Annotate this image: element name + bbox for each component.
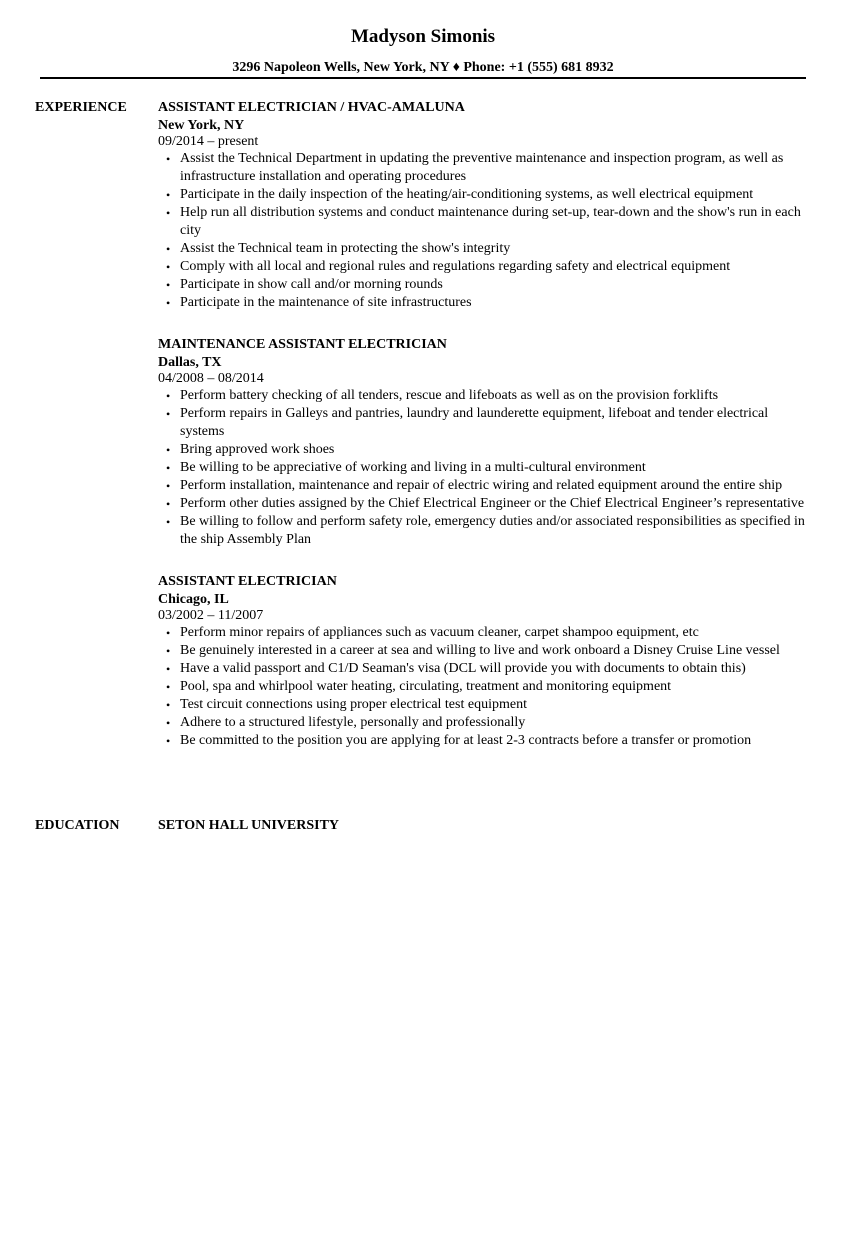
experience-section-label: EXPERIENCE <box>35 100 127 115</box>
job-entry <box>158 572 813 750</box>
job-location: Dallas, TX <box>158 355 222 370</box>
candidate-name: Madyson Simonis <box>350 26 496 47</box>
job-title: ASSISTANT ELECTRICIAN <box>158 574 337 589</box>
job-bullet: • Be willing to be appreciative of working and living in a multi-cultural environment <box>158 459 813 477</box>
job-bullet: • Participate in the daily inspection of the heating/air-conditioning systems, as well electrical equipment <box>158 186 813 204</box>
job-bullet: • Comply with all local and regional rules and regulations regarding safety and electrical equipment <box>158 258 813 276</box>
job-bullet: • Be genuinely interested in a career at sea and willing to live and work onboard a Disney Cruise Line vessel <box>158 642 813 660</box>
job-location: New York, NY <box>158 118 245 133</box>
header-divider <box>40 77 806 79</box>
education-school: SETON HALL UNIVERSITY <box>158 818 340 833</box>
job-bullet: • Perform repairs in Galleys and pantries, laundry and launderette equipment, lifeboat and tender electrical systems <box>158 405 813 441</box>
job-bullet: • Be committed to the position you are applying for at least 2-3 contracts before a transfer or promotion <box>158 732 813 750</box>
job-bullet-list <box>158 150 813 312</box>
job-bullet: • Test circuit connections using proper electrical test equipment <box>158 696 813 714</box>
job-bullet: • Help run all distribution systems and conduct maintenance during set-up, tear-down and the show's run in each city <box>158 204 813 240</box>
job-bullet: • Bring approved work shoes <box>158 441 813 459</box>
education-section <box>158 817 813 834</box>
job-entry <box>158 335 813 549</box>
job-title: ASSISTANT ELECTRICIAN / HVAC-AMALUNA <box>158 100 465 115</box>
experience-section <box>158 98 813 773</box>
job-dates: 04/2008 – 08/2014 <box>158 371 264 386</box>
job-list <box>158 98 813 750</box>
job-bullet-list <box>158 387 813 549</box>
job-bullet-list <box>158 624 813 750</box>
job-bullet: • Perform battery checking of all tenders, rescue and lifeboats as well as on the provision forklifts <box>158 387 813 405</box>
job-location: Chicago, IL <box>158 592 229 607</box>
job-entry <box>158 98 813 312</box>
job-bullet: • Have a valid passport and C1/D Seaman's visa (DCL will provide you with documents to obtain this) <box>158 660 813 678</box>
job-bullet: • Adhere to a structured lifestyle, personally and professionally <box>158 714 813 732</box>
contact-line: 3296 Napoleon Wells, New York, NY ♦ Phone: +1 (555) 681 8932 <box>232 60 614 75</box>
job-bullet: • Participate in the maintenance of site infrastructures <box>158 294 813 312</box>
job-bullet: • Participate in show call and/or morning rounds <box>158 276 813 294</box>
job-bullet: • Assist the Technical team in protecting the show's integrity <box>158 240 813 258</box>
education-section-label: EDUCATION <box>35 818 120 833</box>
job-title: MAINTENANCE ASSISTANT ELECTRICIAN <box>158 337 447 352</box>
job-bullet: • Pool, spa and whirlpool water heating, circulating, treatment and monitoring equipment <box>158 678 813 696</box>
job-bullet: • Be willing to follow and perform safety role, emergency duties and/or associated responsibilities as specified in the ship Assembly Plan <box>158 513 813 549</box>
job-bullet: • Perform minor repairs of appliances such as vacuum cleaner, carpet shampoo equipment, etc <box>158 624 813 642</box>
job-dates: 09/2014 – present <box>158 134 259 149</box>
job-bullet: • Perform installation, maintenance and repair of electric wiring and related equipment around the entire ship <box>158 477 813 495</box>
job-bullet: • Assist the Technical Department in updating the preventive maintenance and inspection program, as well as infrastructure installation and operating procedures <box>158 150 813 186</box>
job-dates: 03/2002 – 11/2007 <box>158 608 264 623</box>
job-bullet: • Perform other duties assigned by the Chief Electrical Engineer or the Chief Electrical Engineer’s representative <box>158 495 813 513</box>
